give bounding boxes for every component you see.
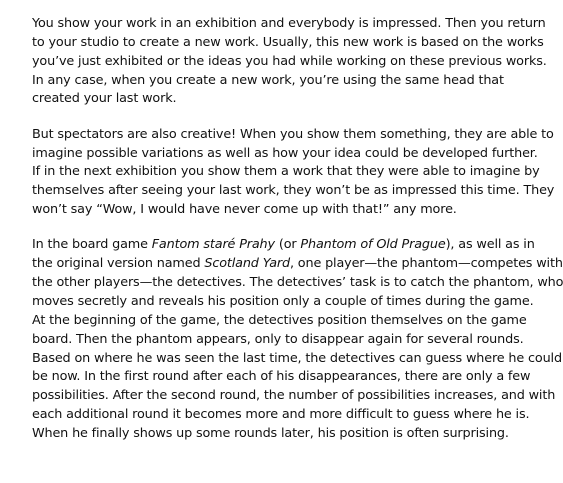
- text-line: In the board game Fantom staré Prahy (or Phantom of Old Prague), as well as in: [32, 237, 535, 253]
- text-line: moves secretly and reveals his position only a couple of times during the game.: [32, 293, 534, 309]
- text-line: At the beginning of the game, the detectives position themselves on the game: [32, 312, 527, 328]
- paragraph-board-game: [32, 236, 563, 443]
- text-line: created your last work.: [32, 91, 177, 107]
- text-line: In any case, when you create a new work, you’re using the same head that: [32, 72, 504, 88]
- text-line: possibilities. After the second round, the number of possibilities increases, and with: [32, 388, 556, 404]
- paragraph-exhibition: [32, 15, 547, 109]
- text-line: each additional round it becomes more and more difficult to guess where he is.: [32, 407, 530, 423]
- text-line: If in the next exhibition you show them a work that they were able to imagine by: [32, 164, 540, 180]
- text-line: you’ve just exhibited or the ideas you had while working on these previous works.: [32, 53, 547, 69]
- text-line: themselves after seeing your last work, they won’t be as impressed this time. They: [32, 183, 555, 199]
- paragraph-spectators: [32, 126, 555, 220]
- text-line: When he finally shows up some rounds later, his position is often surprising.: [32, 425, 509, 441]
- game-title-english: Phantom of Old Prague: [300, 237, 446, 253]
- text-line: the other players—the detectives. The detectives’ task is to catch the phantom, who: [32, 275, 563, 291]
- game-title-czech: Fantom staré Prahy: [151, 237, 275, 253]
- text-line: won’t say “Wow, I would have never come up with that!” any more.: [32, 202, 457, 218]
- text-line: board. Then the phantom appears, only to disappear again for several rounds.: [32, 331, 524, 347]
- text-line: Based on where he was seen the last time, the detectives can guess where he could: [32, 350, 562, 366]
- text-line: to your studio to create a new work. Usually, this new work is based on the works: [32, 34, 544, 50]
- text-line: the original version named Scotland Yard, one player—the phantom—competes with: [32, 256, 563, 272]
- text-line: imagine possible variations as well as how your idea could be developed further.: [32, 145, 538, 161]
- game-title-original: Scotland Yard: [204, 256, 290, 272]
- text-line: But spectators are also creative! When you show them something, they are able to: [32, 126, 554, 142]
- text-line: be now. In the first round after each of his disappearances, there are only a few: [32, 369, 531, 385]
- text-line: You show your work in an exhibition and everybody is impressed. Then you return: [32, 16, 546, 31]
